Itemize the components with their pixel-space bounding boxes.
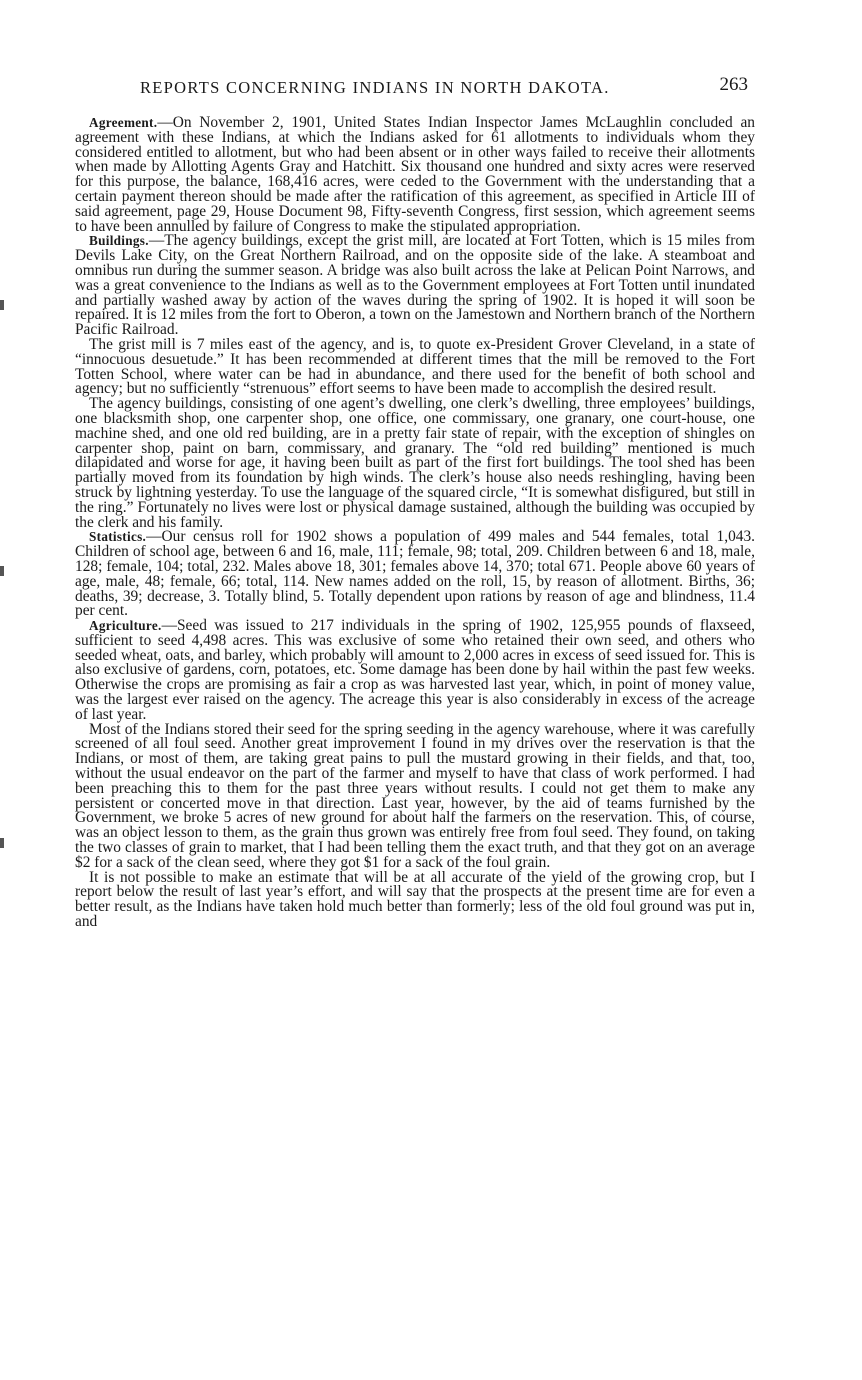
paragraph-text: The agency buildings, consisting of one agent’s dwelling, one clerk’s dwelling, three employees’ buildings, one blacksmith shop, one carpenter shop, one office, one commissary, one granary, one court-house, one machine shed, and one old red building, are in a pretty fair state of repair, with the exception of shingles on carpenter shop, paint on barn, commissary, and granary. The “old red building” mentioned is much dilapidated and worse for age, it having been built as part of the first fort buildings. The tool shed has been partially moved from its foundation by high winds. The clerk’s house also needs reshingling, having been struck by lightning yesterday. To use the language of the squared circle, “It is somewhat disfigured, but still in the ring.” Fortunately no lives were lost or physical damage sustained, although the building was occupied by the clerk and his family. — [75, 395, 755, 531]
paragraph-agency-buildings — [75, 397, 755, 530]
section-label: Agreement. — [89, 116, 158, 130]
paragraph-text: —Seed was issued to 217 individuals in the spring of 1902, 125,955 pounds of flaxseed, sufficient to seed 4,498 acres. This was exclusive of some who retained their own seed, and others who seeded wheat, oats, and barley, which probably will amount to 2,000 acres in excess of seed issued for. This is also exclusive of gardens, corn, potatoes, etc. Some damage has been done by hail within the past few weeks. Otherwise the crops are promising as fair a crop as was harvested last year, which, in point of money value, was the largest ever raised on the agency. The acreage this year is also considerably in excess of the acreage of last year. — [75, 617, 755, 723]
page-number: 263 — [719, 74, 748, 95]
body-text — [75, 116, 755, 1296]
running-head — [140, 74, 760, 98]
section-label: Statistics. — [89, 529, 147, 545]
paragraph-text: It is not possible to make an estimate that will be at all accurate of the yield of the growing crop, but I report below the result of last year’s effort, and will say that the prospects at the present time are for even a better result, as the Indians have taken hold much better than formerly; less of the old foul ground was put in, and — [75, 868, 755, 931]
paragraph-buildings — [75, 234, 755, 338]
running-title: REPORTS CONCERNING INDIANS IN NORTH DAKOTA. — [140, 78, 610, 97]
section-label: Agriculture. — [89, 618, 162, 634]
section-label: Buildings. — [89, 233, 149, 249]
paragraph-grist-mill — [75, 335, 755, 398]
paragraph-text: —The agency buildings, except the grist mill, are located at Fort Totten, which is 15 miles from Devils Lake City, on the Great Northern Railroad, and on the opposite side of the lake. A steamboat and omnibus run during the summer season. A bridge was also built across the lake at Pelican Point Narrows, and was a great convenience to the Indians as well as to the Government employees at Fort Totten until inundated and partially washed away by action of the waves during the spring of 1902. It is hoped it will soon be repaired. It is 12 miles from the fort to Oberon, a town on the Jamestown and Northern branch of the Northern Pacific Railroad. — [75, 232, 755, 339]
paragraph-agriculture — [75, 619, 755, 723]
margin-mark — [0, 566, 4, 576]
margin-mark — [0, 300, 4, 310]
paragraph-text: —Our census roll for 1902 shows a population of 499 males and 544 females, total 1,043. Children of school age, between 6 and 16, male, 111; female, 98; total, 209. Children between 6 and 18, male, 128; female, 104; total, 232. Males above 18, 301; females above 14, 370; total 671. People above 60 years of age, male, 48; female, 66; total, 114. New names added on the roll, 15, by reason of allotment. Births, 36; deaths, 39; decrease, 3. Totally blind, 5. Totally dependent upon rations by reason of age and blindness, 11.4 per cent. — [75, 528, 755, 620]
paragraph-agreement — [75, 116, 755, 234]
paragraph-statistics — [75, 530, 755, 619]
paragraph-text: —On November 2, 1901, United States Indian Inspector James McLaughlin concluded an agreement with these Indians, at which the Indians asked for 61 allotments to individuals whom they considered entitled to allotment, but who had been absent or in other ways failed to receive their allotments when made by Allotting Agents Gray and Hatchitt. Six thousand one hundred and sixty acres were reserved for this purpose, the balance, 168,416 acres, were ceded to the Government with the understanding that a certain payment thereon should be made after the ratification of this agreement, as specified in Article III of said agreement, page 29, House Document 98, Fifty-seventh Congress, first session, which agreement seems to have been annulled by failure of Congress to make the stipulated appropriation. — [75, 116, 755, 235]
paragraph-text: Most of the Indians stored their seed for the spring seeding in the agency warehouse, where it was carefully screened of all foul seed. Another great improvement I found in my drives over the reservation is that the Indians, or most of them, are taking great pains to pull the mustard growing in their fields, and that, too, without the usual endeavor on the part of the farmer and myself to have that class of work performed. I had been preaching this to them for the past three years without results. I could not get them to make any persistent or concerted move in that direction. Last year, however, by the aid of teams furnished by the Government, we broke 5 acres of new ground for about half the farmers on the reservation. This, of course, was an object lesson to them, as the grain thus grown was entirely free from foul seed. They found, on taking the two classes of grain to market, that I had been telling them the exact truth, and that they got on an average $2 for a sack of the clean seed, where they got $1 for a sack of the foul grain. — [75, 720, 755, 871]
paragraph-crop-estimate — [75, 868, 755, 931]
paragraph-text: The grist mill is 7 miles east of the agency, and is, to quote ex-President Grover Cleveland, in a state of “innocuous desuetude.” It has been recommended at different times that the mill be removed to the Fort Totten School, where water can be had in abundance, and there used for the benefit of both school and agency; but no sufficiently “strenuous” effort seems to have been made to accomplish the desired result. — [75, 335, 755, 398]
margin-mark — [0, 838, 4, 848]
paragraph-seed-storage — [75, 720, 755, 871]
